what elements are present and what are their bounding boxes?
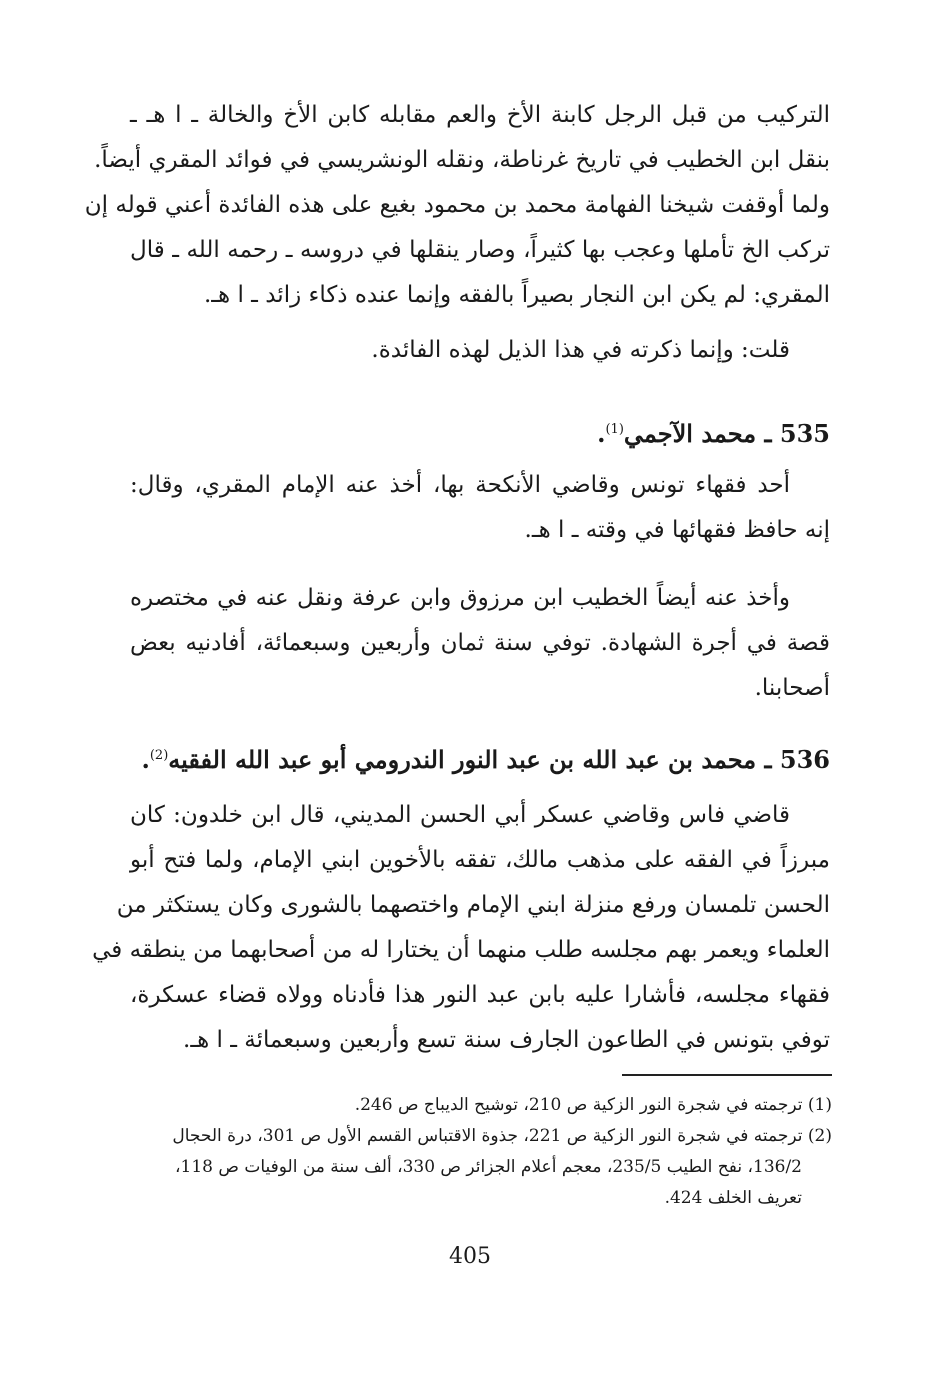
- heading-end: .: [597, 419, 606, 448]
- text-line: وأخذ عنه أيضاً الخطيب ابن مرزوق وابن عرفة ونقل عنه في مختصره: [130, 585, 790, 611]
- heading-end: .: [141, 745, 150, 774]
- entry-535-paragraph-1: [130, 463, 830, 553]
- footnote-1: (1) ترجمته في شجرة النور الزكية ص 210، توشيح الديباج ص 246.: [354, 1095, 832, 1115]
- text-line: قلت: وإنما ذكرته في هذا الذيل لهذه الفائدة.: [371, 337, 790, 363]
- text-line: تركب الخ تأملها وعجب بها كثيراً، وصار ينقلها في دروسه ـ رحمه الله ـ قال: [130, 237, 830, 263]
- text-line: أصحابنا.: [754, 675, 830, 701]
- footnote-ref: (1): [605, 422, 624, 437]
- text-line: قصة في أجرة الشهادة. توفي سنة ثمان وأربعين وسبعمائة، أفادنيه بعض: [130, 630, 830, 656]
- heading-text: 536 ـ محمد بن عبد الله بن عبد النور الندرومي أبو عبد الله الفقيه: [168, 745, 830, 774]
- text-line: مبرزاً في الفقه على مذهب مالك، تفقه بالأخوين ابني الإمام، ولما فتح أبو: [130, 847, 830, 873]
- text-line: الحسن تلمسان ورفع منزلة ابني الإمام واختصهما بالشورى وكان يستكثر من: [116, 892, 830, 918]
- text-line: المقري: لم يكن ابن النجار بصيراً بالفقه وإنما عنده ذكاء زائد ـ ا هـ.: [203, 282, 830, 308]
- footnote-ref: (2): [149, 748, 169, 763]
- text-line: فقهاء مجلسه، فأشارا عليه بابن عبد النور هذا فأدناه وولاه قضاء عسكرة،: [130, 982, 830, 1008]
- entry-536-paragraph: [92, 793, 830, 1063]
- paragraph-note: [130, 328, 830, 373]
- footnotes: [130, 1090, 832, 1214]
- entry-heading-535: [130, 410, 830, 454]
- footnote-2-line: (2) ترجمته في شجرة النور الزكية ص 221، جذوة الاقتباس القسم الأول ص 301، درة الحجال: [172, 1126, 832, 1146]
- page-number: 405: [449, 1244, 491, 1269]
- text-line: بنقل ابن الخطيب في تاريخ غرناطة، ونقله الونشريسي في فوائد المقري أيضاً.: [94, 147, 830, 173]
- entry-heading-536: [130, 736, 830, 780]
- footnote-separator: [622, 1074, 832, 1076]
- text-line: ولما أوقفت شيخنا الفهامة محمد بن محمود بغيع على هذه الفائدة أعني قوله إن: [84, 192, 830, 218]
- footnote-2-line: تعريف الخلف 424.: [664, 1188, 802, 1208]
- text-line: أحد فقهاء تونس وقاضي الأنكحة بها، أخذ عنه الإمام المقري، وقال:: [130, 472, 790, 498]
- text-line: التركيب من قبل الرجل كابنة الأخ والعم مقابله كابن الأخ والخالة ـ ا هـ ـ: [130, 102, 830, 128]
- text-line: توفي بتونس في الطاعون الجارف سنة تسع وأربعين وسبعمائة ـ ا هـ.: [183, 1027, 830, 1053]
- paragraph-continuation: [84, 93, 830, 318]
- text-line: قاضي فاس وقاضي عسكر أبي الحسن المديني، قال ابن خلدون: كان: [130, 802, 790, 828]
- footnote-2-line: 136/2، نفح الطيب 235/5، معجم أعلام الجزائر ص 330، ألف سنة من الوفيات ص 118،: [175, 1157, 802, 1177]
- entry-535-paragraph-2: [130, 576, 830, 711]
- text-line: العلماء ويعمر بهم مجلسه طلب منهما أن يختارا له من أصحابهما من ينطقه في: [92, 937, 830, 963]
- heading-text: 535 ـ محمد الآجمي: [623, 419, 830, 448]
- text-line: إنه حافظ فقهائها في وقته ـ ا هـ.: [524, 517, 830, 543]
